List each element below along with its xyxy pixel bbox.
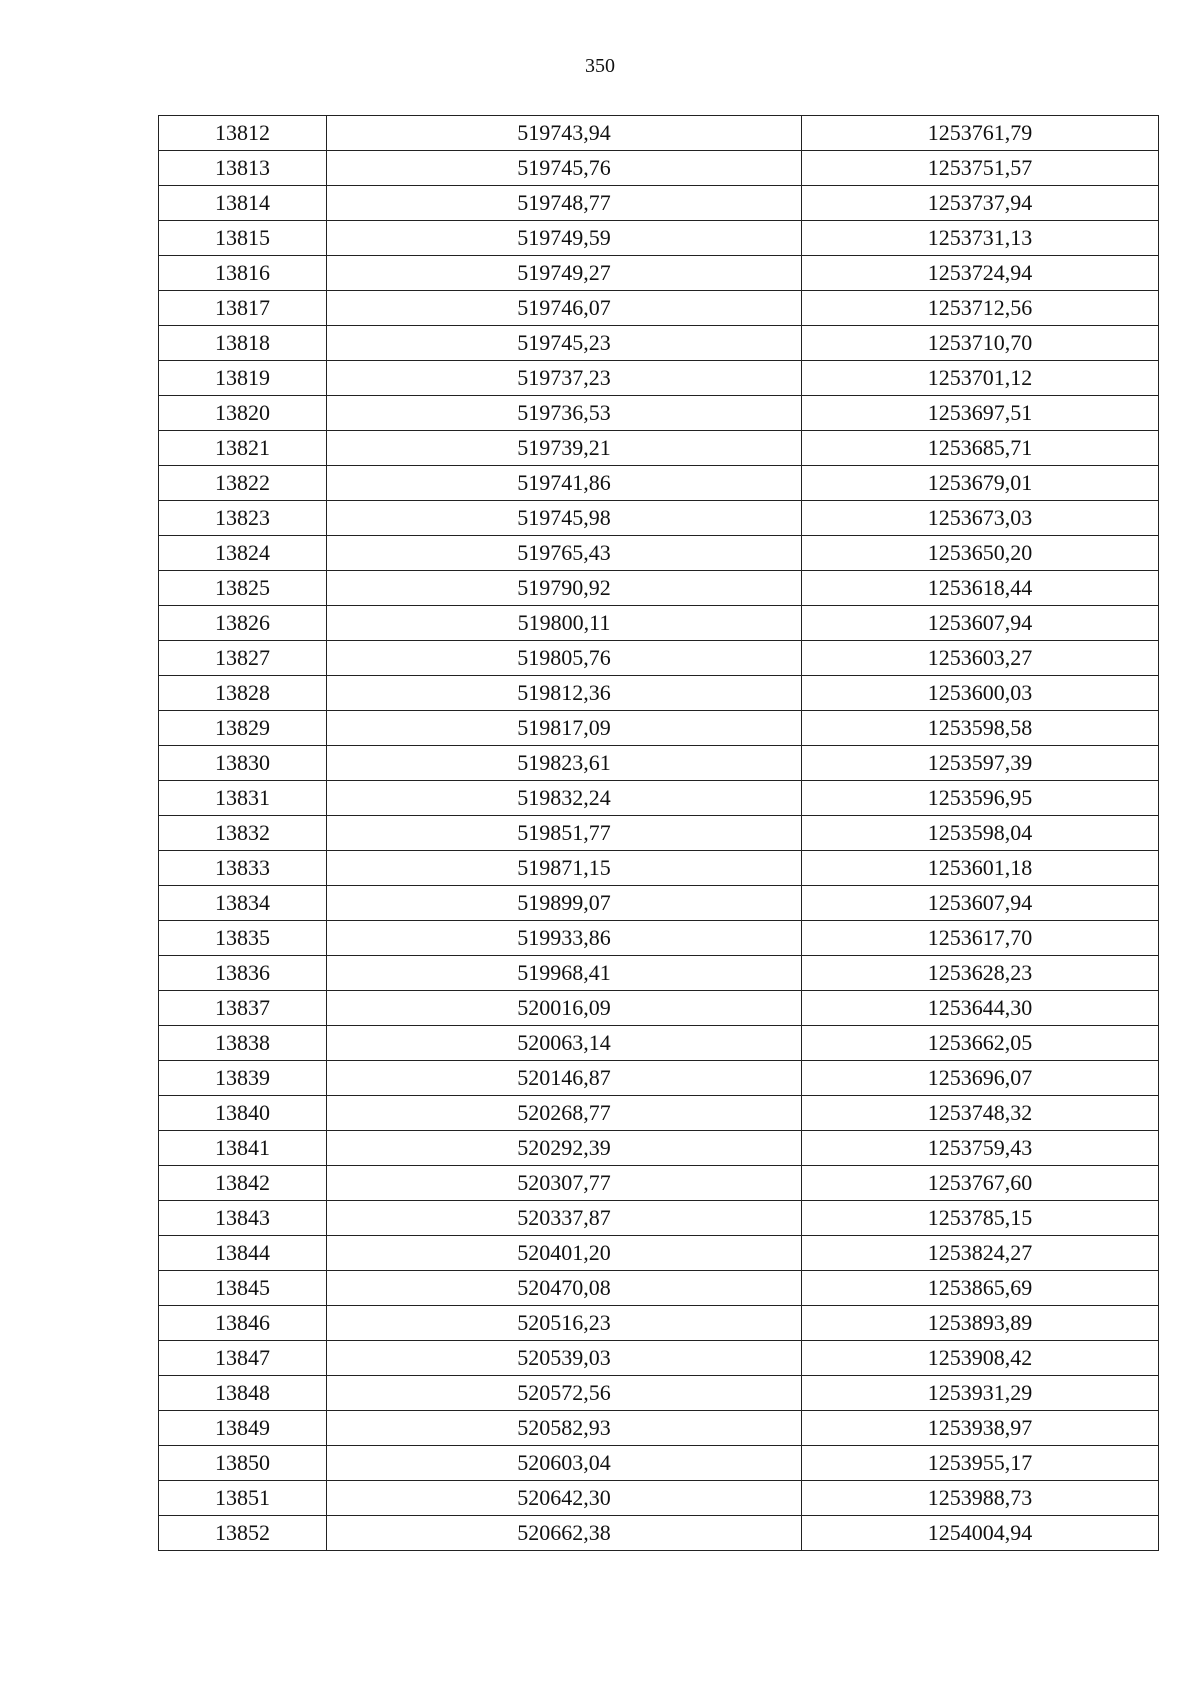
y-coordinate-cell: 1253908,42	[802, 1341, 1159, 1376]
point-number-cell: 13849	[159, 1411, 327, 1446]
y-coordinate-cell: 1253696,07	[802, 1061, 1159, 1096]
table-row	[159, 466, 1159, 501]
y-coordinate-cell: 1253712,56	[802, 291, 1159, 326]
x-coordinate-cell: 520516,23	[327, 1306, 802, 1341]
point-number-cell: 13850	[159, 1446, 327, 1481]
point-number-cell: 13848	[159, 1376, 327, 1411]
x-coordinate-cell: 520662,38	[327, 1516, 802, 1551]
table-row	[159, 1446, 1159, 1481]
y-coordinate-cell: 1253607,94	[802, 886, 1159, 921]
table-row	[159, 536, 1159, 571]
table-row	[159, 711, 1159, 746]
y-coordinate-cell: 1253759,43	[802, 1131, 1159, 1166]
point-number-cell: 13845	[159, 1271, 327, 1306]
point-number-cell: 13844	[159, 1236, 327, 1271]
y-coordinate-cell: 1253628,23	[802, 956, 1159, 991]
coordinates-table-body	[159, 116, 1159, 1551]
y-coordinate-cell: 1253598,58	[802, 711, 1159, 746]
y-coordinate-cell: 1253673,03	[802, 501, 1159, 536]
point-number-cell: 13812	[159, 116, 327, 151]
point-number-cell: 13851	[159, 1481, 327, 1516]
table-row	[159, 1376, 1159, 1411]
point-number-cell: 13820	[159, 396, 327, 431]
x-coordinate-cell: 520016,09	[327, 991, 802, 1026]
x-coordinate-cell: 519968,41	[327, 956, 802, 991]
point-number-cell: 13830	[159, 746, 327, 781]
point-number-cell: 13818	[159, 326, 327, 361]
point-number-cell: 13819	[159, 361, 327, 396]
x-coordinate-cell: 519899,07	[327, 886, 802, 921]
table-row	[159, 326, 1159, 361]
x-coordinate-cell: 520307,77	[327, 1166, 802, 1201]
y-coordinate-cell: 1253767,60	[802, 1166, 1159, 1201]
x-coordinate-cell: 519737,23	[327, 361, 802, 396]
y-coordinate-cell: 1253751,57	[802, 151, 1159, 186]
table-row	[159, 291, 1159, 326]
table-row	[159, 816, 1159, 851]
y-coordinate-cell: 1253685,71	[802, 431, 1159, 466]
x-coordinate-cell: 519745,76	[327, 151, 802, 186]
x-coordinate-cell: 519832,24	[327, 781, 802, 816]
table-row	[159, 1306, 1159, 1341]
y-coordinate-cell: 1254004,94	[802, 1516, 1159, 1551]
y-coordinate-cell: 1253938,97	[802, 1411, 1159, 1446]
table-row	[159, 1271, 1159, 1306]
table-row	[159, 1026, 1159, 1061]
point-number-cell: 13831	[159, 781, 327, 816]
table-row	[159, 1516, 1159, 1551]
page-number: 350	[585, 55, 615, 77]
table-row	[159, 431, 1159, 466]
y-coordinate-cell: 1253865,69	[802, 1271, 1159, 1306]
point-number-cell: 13821	[159, 431, 327, 466]
table-row	[159, 501, 1159, 536]
y-coordinate-cell: 1253650,20	[802, 536, 1159, 571]
x-coordinate-cell: 519749,27	[327, 256, 802, 291]
y-coordinate-cell: 1253617,70	[802, 921, 1159, 956]
point-number-cell: 13843	[159, 1201, 327, 1236]
point-number-cell: 13829	[159, 711, 327, 746]
x-coordinate-cell: 519736,53	[327, 396, 802, 431]
y-coordinate-cell: 1253618,44	[802, 571, 1159, 606]
x-coordinate-cell: 519749,59	[327, 221, 802, 256]
point-number-cell: 13815	[159, 221, 327, 256]
point-number-cell: 13835	[159, 921, 327, 956]
x-coordinate-cell: 520603,04	[327, 1446, 802, 1481]
point-number-cell: 13852	[159, 1516, 327, 1551]
x-coordinate-cell: 520401,20	[327, 1236, 802, 1271]
y-coordinate-cell: 1253662,05	[802, 1026, 1159, 1061]
y-coordinate-cell: 1253785,15	[802, 1201, 1159, 1236]
table-row	[159, 1481, 1159, 1516]
table-row	[159, 221, 1159, 256]
table-row	[159, 606, 1159, 641]
x-coordinate-cell: 519823,61	[327, 746, 802, 781]
y-coordinate-cell: 1253600,03	[802, 676, 1159, 711]
y-coordinate-cell: 1253597,39	[802, 746, 1159, 781]
y-coordinate-cell: 1253644,30	[802, 991, 1159, 1026]
point-number-cell: 13847	[159, 1341, 327, 1376]
x-coordinate-cell: 519812,36	[327, 676, 802, 711]
y-coordinate-cell: 1253596,95	[802, 781, 1159, 816]
table-row	[159, 1061, 1159, 1096]
point-number-cell: 13837	[159, 991, 327, 1026]
y-coordinate-cell: 1253955,17	[802, 1446, 1159, 1481]
x-coordinate-cell: 519805,76	[327, 641, 802, 676]
y-coordinate-cell: 1253598,04	[802, 816, 1159, 851]
x-coordinate-cell: 519745,23	[327, 326, 802, 361]
y-coordinate-cell: 1253710,70	[802, 326, 1159, 361]
point-number-cell: 13826	[159, 606, 327, 641]
point-number-cell: 13834	[159, 886, 327, 921]
table-row	[159, 396, 1159, 431]
y-coordinate-cell: 1253893,89	[802, 1306, 1159, 1341]
y-coordinate-cell: 1253988,73	[802, 1481, 1159, 1516]
point-number-cell: 13823	[159, 501, 327, 536]
point-number-cell: 13827	[159, 641, 327, 676]
point-number-cell: 13825	[159, 571, 327, 606]
x-coordinate-cell: 519743,94	[327, 116, 802, 151]
x-coordinate-cell: 519739,21	[327, 431, 802, 466]
x-coordinate-cell: 520146,87	[327, 1061, 802, 1096]
table-row	[159, 1411, 1159, 1446]
y-coordinate-cell: 1253737,94	[802, 186, 1159, 221]
table-row	[159, 921, 1159, 956]
table-row	[159, 641, 1159, 676]
x-coordinate-cell: 519745,98	[327, 501, 802, 536]
y-coordinate-cell: 1253697,51	[802, 396, 1159, 431]
x-coordinate-cell: 519790,92	[327, 571, 802, 606]
y-coordinate-cell: 1253679,01	[802, 466, 1159, 501]
y-coordinate-cell: 1253607,94	[802, 606, 1159, 641]
point-number-cell: 13836	[159, 956, 327, 991]
x-coordinate-cell: 519817,09	[327, 711, 802, 746]
table-row	[159, 1096, 1159, 1131]
point-number-cell: 13838	[159, 1026, 327, 1061]
table-row	[159, 151, 1159, 186]
point-number-cell: 13840	[159, 1096, 327, 1131]
table-row	[159, 676, 1159, 711]
y-coordinate-cell: 1253701,12	[802, 361, 1159, 396]
point-number-cell: 13839	[159, 1061, 327, 1096]
y-coordinate-cell: 1253761,79	[802, 116, 1159, 151]
x-coordinate-cell: 519746,07	[327, 291, 802, 326]
point-number-cell: 13817	[159, 291, 327, 326]
point-number-cell: 13822	[159, 466, 327, 501]
x-coordinate-cell: 520063,14	[327, 1026, 802, 1061]
table-row	[159, 116, 1159, 151]
y-coordinate-cell: 1253748,32	[802, 1096, 1159, 1131]
table-row	[159, 956, 1159, 991]
x-coordinate-cell: 519748,77	[327, 186, 802, 221]
table-row	[159, 991, 1159, 1026]
y-coordinate-cell: 1253601,18	[802, 851, 1159, 886]
table-row	[159, 746, 1159, 781]
y-coordinate-cell: 1253931,29	[802, 1376, 1159, 1411]
table-row	[159, 361, 1159, 396]
x-coordinate-cell: 519741,86	[327, 466, 802, 501]
table-row	[159, 1236, 1159, 1271]
point-number-cell: 13846	[159, 1306, 327, 1341]
table-row	[159, 1166, 1159, 1201]
table-row	[159, 886, 1159, 921]
y-coordinate-cell: 1253824,27	[802, 1236, 1159, 1271]
x-coordinate-cell: 520582,93	[327, 1411, 802, 1446]
table-row	[159, 256, 1159, 291]
point-number-cell: 13832	[159, 816, 327, 851]
point-number-cell: 13814	[159, 186, 327, 221]
x-coordinate-cell: 520572,56	[327, 1376, 802, 1411]
point-number-cell: 13828	[159, 676, 327, 711]
table-row	[159, 781, 1159, 816]
table-row	[159, 571, 1159, 606]
y-coordinate-cell: 1253724,94	[802, 256, 1159, 291]
x-coordinate-cell: 519851,77	[327, 816, 802, 851]
x-coordinate-cell: 520337,87	[327, 1201, 802, 1236]
table-row	[159, 1131, 1159, 1166]
point-number-cell: 13833	[159, 851, 327, 886]
point-number-cell: 13841	[159, 1131, 327, 1166]
point-number-cell: 13824	[159, 536, 327, 571]
table-row	[159, 1201, 1159, 1236]
x-coordinate-cell: 519933,86	[327, 921, 802, 956]
table-row	[159, 851, 1159, 886]
x-coordinate-cell: 520470,08	[327, 1271, 802, 1306]
x-coordinate-cell: 520292,39	[327, 1131, 802, 1166]
table-row	[159, 1341, 1159, 1376]
x-coordinate-cell: 520642,30	[327, 1481, 802, 1516]
x-coordinate-cell: 519765,43	[327, 536, 802, 571]
coordinates-table	[158, 115, 1159, 1551]
point-number-cell: 13842	[159, 1166, 327, 1201]
table-row	[159, 186, 1159, 221]
x-coordinate-cell: 519871,15	[327, 851, 802, 886]
y-coordinate-cell: 1253603,27	[802, 641, 1159, 676]
point-number-cell: 13816	[159, 256, 327, 291]
point-number-cell: 13813	[159, 151, 327, 186]
x-coordinate-cell: 520539,03	[327, 1341, 802, 1376]
x-coordinate-cell: 520268,77	[327, 1096, 802, 1131]
y-coordinate-cell: 1253731,13	[802, 221, 1159, 256]
x-coordinate-cell: 519800,11	[327, 606, 802, 641]
